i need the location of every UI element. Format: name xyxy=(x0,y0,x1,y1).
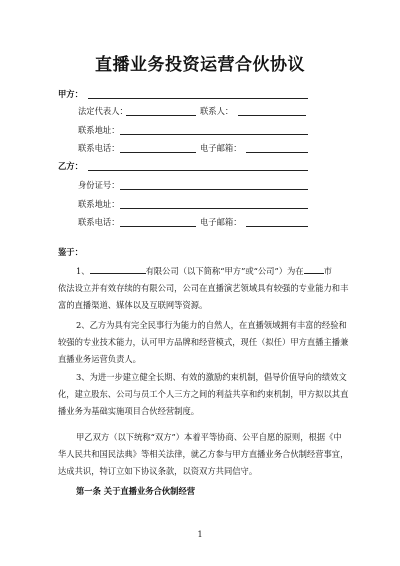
company-name-blank xyxy=(90,264,146,274)
agreement-line-2: 华人民共和国民法典》等相关法律，就乙方参与甲方直播业务合伙制经营事宜， xyxy=(58,449,349,459)
clause-1 xyxy=(58,263,348,314)
clause-1-text-b: 市 xyxy=(323,266,332,276)
party-b-phone-label: 联系电话： xyxy=(78,217,120,227)
clause-1-line-2: 依法设立并有效存续的有限公司，公司在直播演艺领域具有较强的专业能力和丰 xyxy=(58,283,349,293)
party-a-phone-blank xyxy=(120,152,196,153)
party-a-address-blank xyxy=(120,134,308,135)
document-title: 直播业务投资运营合伙协议 xyxy=(95,55,305,75)
page-number: 1 xyxy=(197,530,203,539)
party-b-address-label: 联系地址： xyxy=(78,199,120,209)
clause-2-line-1: 2、乙方为具有完全民事行为能力的自然人，在直播领域拥有丰富的经验和 xyxy=(76,320,347,330)
clause-3-line-2: 化，建立股东、公司与员工个人三方之间的利益共享和约束机制，甲方拟以其直 xyxy=(58,389,349,399)
party-b-name-blank xyxy=(88,170,308,171)
party-a-name-blank xyxy=(88,98,308,99)
clause-1-line-3: 富的直播渠道、媒体以及互联网等资源。 xyxy=(58,300,208,310)
party-b-email-label: 电子邮箱： xyxy=(200,217,242,227)
party-a-label: 甲方： xyxy=(58,89,83,99)
party-b-id-blank xyxy=(120,189,308,190)
clause-3 xyxy=(58,369,348,420)
whereas-heading: 鉴于： xyxy=(58,247,83,257)
clause-2-line-2: 较强的专业技术能力，认可甲方品牌和经营模式，现任（拟任）甲方直播主播兼 xyxy=(58,337,349,347)
legal-rep-blank xyxy=(126,115,196,116)
clause-3-line-1: 3、为进一步建立健全长期、有效的激励约束机制，倡导价值导向的绩效文 xyxy=(76,372,347,382)
clause-1-number: 1、 xyxy=(76,266,90,276)
clause-3-line-3: 播业务为基础实施项目合伙经营制度。 xyxy=(58,406,200,416)
party-a-contact-label: 联系人： xyxy=(200,106,234,116)
legal-rep-label: 法定代表人： xyxy=(78,106,128,116)
agreement-line-3: 达成共识，特订立如下协议条款，以资双方共同信守。 xyxy=(58,466,258,476)
article-1-heading: 第一条 关于直播业务合伙制经营 xyxy=(76,486,196,496)
party-a-phone-label: 联系电话： xyxy=(78,143,120,153)
party-b-address-blank xyxy=(120,208,308,209)
party-a-email-label: 电子邮箱： xyxy=(200,143,242,153)
party-a-address-label: 联系地址： xyxy=(78,125,120,135)
agreement-line-1: 甲乙双方（以下统称“双方”）本着平等协商、公平自愿的原则，根据《中 xyxy=(76,432,342,442)
party-b-email-blank xyxy=(246,226,308,227)
party-a-email-blank xyxy=(246,152,308,153)
agreement-paragraph xyxy=(58,429,348,480)
clause-2-line-3: 直播业务运营负责人。 xyxy=(58,354,141,364)
clause-1-text-a: 有限公司（以下简称“甲方”或“公司”）为在 xyxy=(145,266,304,276)
city-blank xyxy=(304,264,324,274)
party-b-id-label: 身份证号： xyxy=(78,180,120,190)
party-b-label: 乙方： xyxy=(58,161,83,171)
party-a-contact-blank xyxy=(238,115,306,116)
party-b-phone-blank xyxy=(120,226,196,227)
clause-2 xyxy=(58,317,348,368)
